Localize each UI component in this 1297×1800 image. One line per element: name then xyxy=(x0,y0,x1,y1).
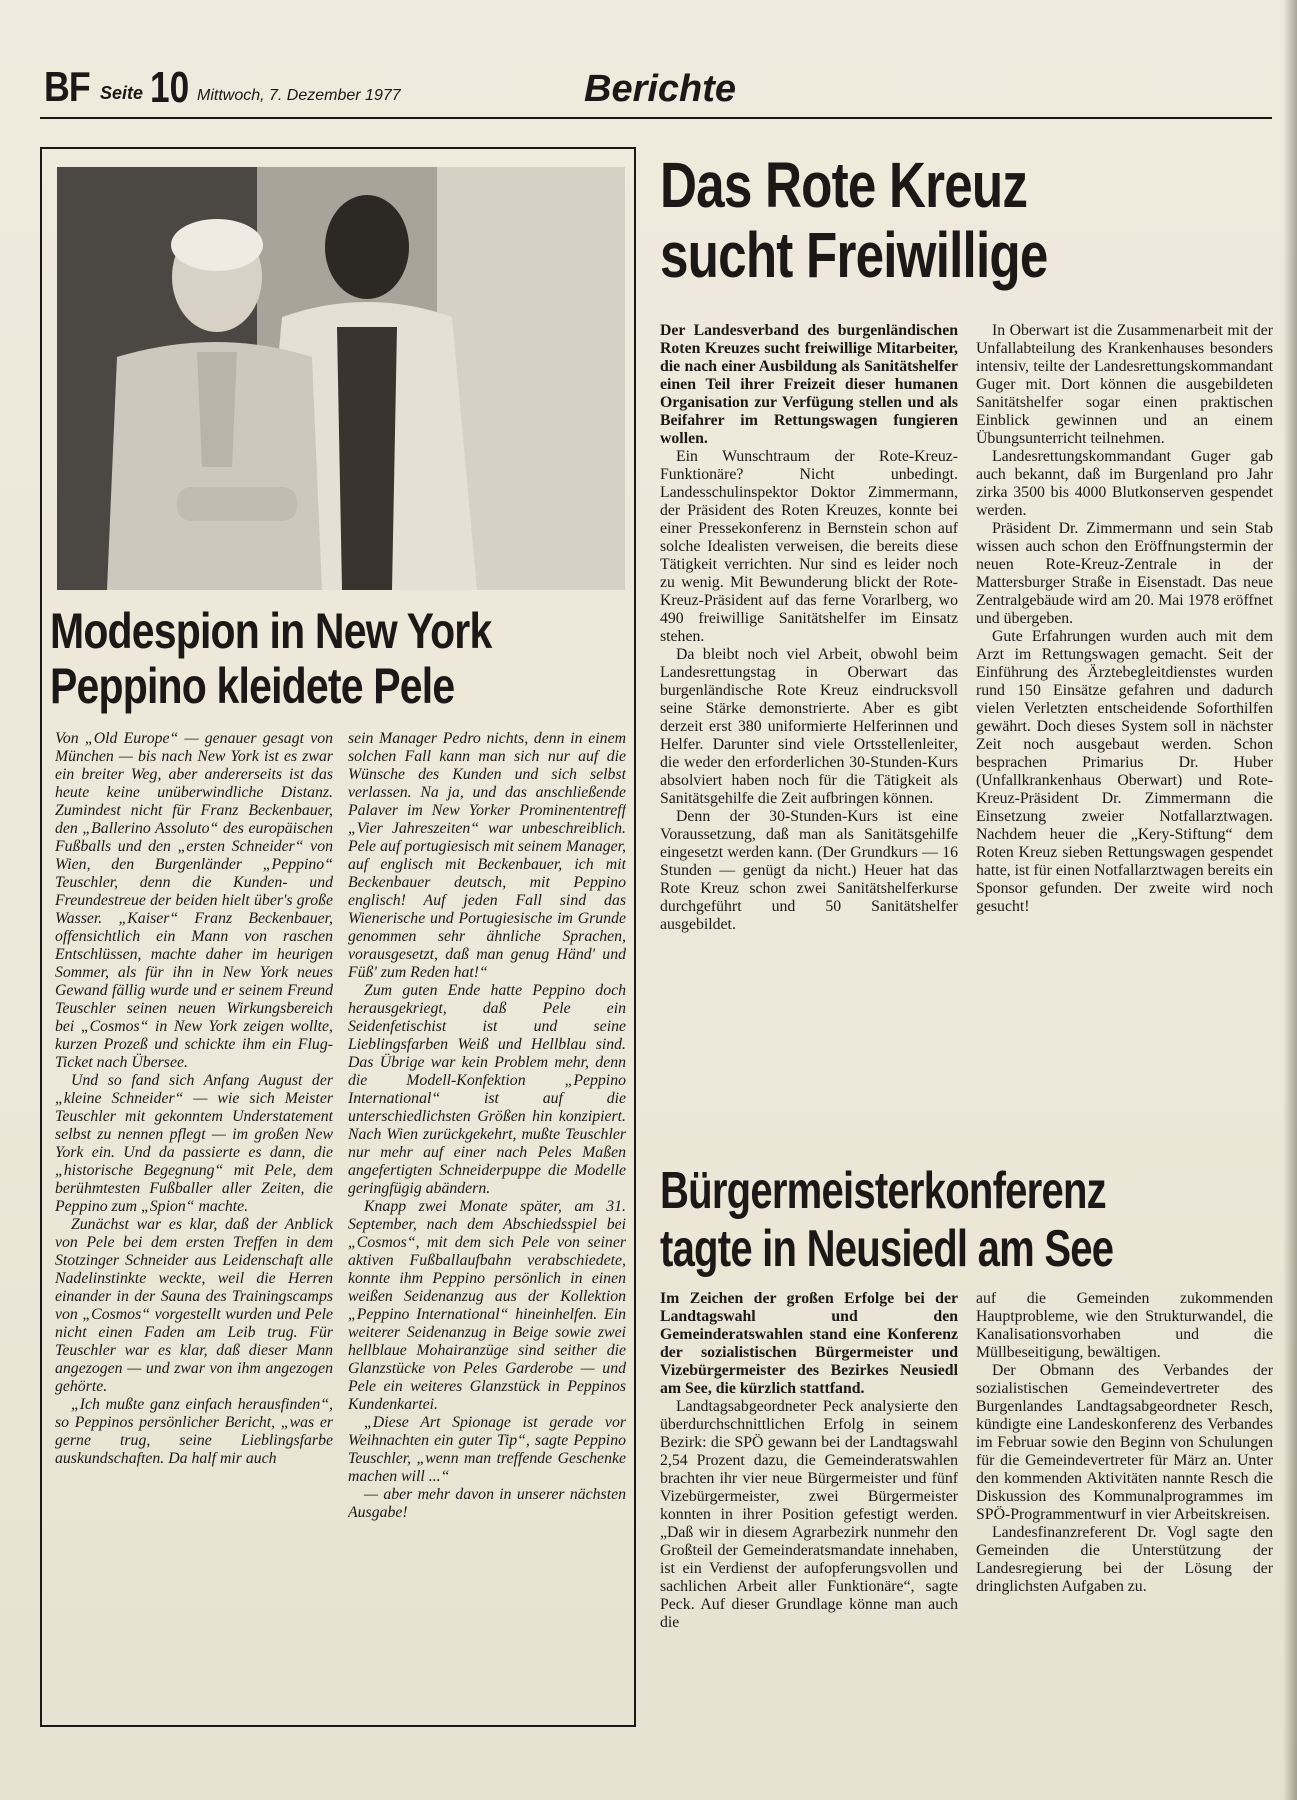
paragraph: „Diese Art Spionage ist gerade vor Weihnachten ein guter Tip“, sagte Peppino Teuschler, „wenn man treffende Geschenke machen will ...“ xyxy=(348,1414,626,1485)
headline-line-2: tagte in Neusiedl am See xyxy=(660,1220,1114,1278)
paragraph: Knapp zwei Monate später, am 31. September, nach dem Abschiedsspiel bei „Cosmos“, mit dem sich Pele von seiner aktiven Fußballaufbahn verabschiedete, konnte ihm Peppino persönlich in einen weißen Seidenanzug aus der Kollektion „Peppino International“ hineinhelfen. Ein weiterer Seidenanzug in Beige sowie zwei hellblaue Mohairanzüge sind seither die Glanzstücke von Peles Garderobe — und Pele ein weiteres Glanzstück in Peppinos Kundenkartei. xyxy=(348,1198,626,1413)
paragraph: Landesrettungskommandant Guger gab auch bekannt, daß im Burgenland pro Jahr zirka 3500 bis 4000 Blutkonserven gespendet werden. xyxy=(976,448,1273,519)
buergermeister-column-1 xyxy=(660,1290,958,1770)
headline-line-2: Peppino kleidete Pele xyxy=(50,658,455,714)
paragraph: sein Manager Pedro nichts, denn in einem solchen Fall kann man sich nur auf die Wünsche des Kunden und sich selbst verlassen. Na ja, und das anschließende Palaver im New Yorker Prominententreff „Vier Jahreszeiten“ war unbeschreiblich. Pele auf portugiesisch mit seinem Manager, auf englisch mit Beckenbauer, ich mit Beckenbauer deutsch, mit Peppino englisch! Auf jeden Fall sind das Wienerische und Portugiesische im Grunde genommen sehr ähnliche Sprachen, vorausgesetzt, daß man genug Händ' und Füß' zum Reden hat!“ xyxy=(348,730,626,981)
headline-buergermeister xyxy=(660,1162,1137,1278)
rotkreuz-column-2 xyxy=(976,322,1273,1162)
paragraph: Und so fand sich Anfang August der „kleine Schneider“ — wie sich Meister Teuschler mit gekonntem Understatement selbst zu nennen pflegt — im großen New York ein. Und da passierte es dann, die „historische Begegnung“ mit Pele, dem berühmtesten Fußballer aller Zeiten, die Peppino zum „Spion“ machte. xyxy=(55,1072,333,1215)
masthead-logo: BF xyxy=(44,63,90,110)
page-number: 10 xyxy=(150,63,190,112)
paragraph: Der Obmann des Verbandes der sozialistischen Gemeindevertreter des Burgenlandes Landtagsabgeordneter Resch, kündigte eine Landeskonferenz des Verbandes im Februar sowie den Beginn von Schulungen für die Gemeindevertreter für März an. Unter den kommenden Aktivitäten nannte Resch die Diskussion des Kommunalprogrammes im SPÖ-Programmentwurf in vier Arbeitskreisen. xyxy=(976,1362,1273,1523)
paragraph: Von „Old Europe“ — genauer gesagt von München — bis nach New York ist es zwar ein breiter Weg, aber andererseits ist das heute keine unüberwindliche Distanz. Zumindest nicht für Franz Beckenbauer, den „Ballerino Assoluto“ des europäischen Fußballs und den „ersten Schneider“ von Wien, den Burgenländer „Peppino“ Teuschler, denn die Kunden- und Freundestreue der beiden hielt über's große Wasser. „Kaiser“ Franz Beckenbauer, offensichtlich ein Mann von raschen Entschlüssen, machte daher im heurigen Sommer, als für ihn in New York neues Gewand fällig wurde und er seinem Freund Teuschler seinen neuen Wirkungsbereich bei „Cosmos“ in New York zeigen wollte, kurzen Prozeß und schickte ihm ein Flug-Ticket nach Übersee. xyxy=(55,730,333,1071)
paragraph: „Ich mußte ganz einfach herausfinden“, so Peppinos persönlicher Bericht, „was er gerne trug, seine Lieblingsfarbe auskundschaften. Da half mir auch xyxy=(55,1396,333,1467)
lead-paragraph: Im Zeichen der großen Erfolge bei der Landtagswahl und den Gemeinderatswahlen stand eine Konferenz der sozialistischen Bürgermeister und Vizebürgermeister des Bezirkes Neusiedl am See, die kürzlich stattfand. xyxy=(660,1290,958,1397)
header-rule xyxy=(40,117,1272,119)
page-fold-shadow xyxy=(1283,0,1297,1800)
paragraph: Landesfinanzreferent Dr. Vogl sagte den Gemeinden die Unterstützung der Landesregierung bei der Lösung der dringlichsten Aufgaben zu. xyxy=(976,1524,1273,1595)
paragraph: Zum guten Ende hatte Peppino doch herausgekriegt, daß Pele ein Seidenfetischist ist und seine Lieblingsfarben Weiß und Hellblau sind. Das Übrige war kein Problem mehr, denn die Modell-Konfektion „Peppino International“ ist auf die unterschiedlichsten Größen hin konzipiert. Nach Wien zurückgekehrt, mußte Teuschler nur mehr auf einer nach Peles Maßen angefertigten Schneiderpuppe die Modelle geringfügig abändern. xyxy=(348,982,626,1197)
headline-modespion xyxy=(50,604,517,714)
paragraph: — aber mehr davon in unserer nächsten Ausgabe! xyxy=(348,1486,626,1521)
photo-two-men-icon xyxy=(57,167,625,590)
issue-date: Mittwoch, 7. Dezember 1977 xyxy=(197,87,401,104)
headline-line-2: sucht Freiwillige xyxy=(660,219,1048,291)
paragraph: In Oberwart ist die Zusammenarbeit mit der Unfallabteilung des Krankenhauses besonders intensiv, teilte der Landesrettungskommandant Guger mit. Dort können die ausgebildeten Sanitätshelfer sogar einen praktischen Einblick gewinnen und an einem Übungsunterricht teilnehmen. xyxy=(976,322,1273,447)
page-label: Seite xyxy=(100,83,144,103)
headline-rotes-kreuz xyxy=(660,150,1156,290)
modespion-column-2 xyxy=(348,730,626,1715)
paragraph: Zunächst war es klar, daß der Anblick von Pele bei dem ersten Treffen in dem Stotzinger Schneider aus Leidenschaft alle Nadelinstinkte weckte, weil die Herren einander in der Sauna des Trainingscamps von „Cosmos“ vorgestellt wurden und Pele nicht einen Faden am Leib trug. Für Teuschler war es klar, daß dieser Mann angezogen — und zwar von ihm angezogen gehörte. xyxy=(55,1216,333,1395)
paragraph: Da bleibt noch viel Arbeit, obwohl beim Landesrettungstag in Oberwart das burgenländische Rote Kreuz eindrucksvoll seine Stärke demonstrierte. Aber es gibt derzeit erst 380 uniformierte Helferinnen und Helfer. Darunter sind viele Ortsstellenleiter, die weder den erforderlichen 30-Stunden-Kurs absolviert haben noch für die Tätigkeit als Sanitätsgehilfe die Zeit aufbringen können. xyxy=(660,646,958,807)
headline-line-1: Bürgermeisterkonferenz xyxy=(660,1162,1106,1220)
paragraph: Denn der 30-Stunden-Kurs ist eine Voraussetzung, daß man als Sanitätsgehilfe eingesetzt werden kann. (Der Grundkurs — 16 Stunden — genügt da nicht.) Heuer hat das Rote Kreuz schon zwei Sanitätshelferkurse durchgeführt und 50 Sanitätshelfer ausgebildet. xyxy=(660,808,958,933)
paragraph: auf die Gemeinden zukommenden Hauptprobleme, wie den Strukturwandel, die Kanalisationsvorhaben und die Müllbeseitigung, bewältigen. xyxy=(976,1290,1273,1361)
paragraph: Präsident Dr. Zimmermann und sein Stab wissen auch schon den Eröffnungstermin der neuen Rote-Kreuz-Zentrale in der Mattersburger Straße in Eisenstadt. Das neue Zentralgebäude wird am 20. Mai 1978 eröffnet und übergeben. xyxy=(976,520,1273,627)
buergermeister-column-2 xyxy=(976,1290,1273,1770)
headline-line-1: Modespion in New York xyxy=(50,603,492,659)
paragraph: Landtagsabgeordneter Peck analysierte den überdurchschnittlichen Erfolg in seinem Bezirk: die SPÖ gewann bei der Landtagswahl 2,54 Prozent dazu, die Gemeinderatswahlen brachten ihr vier neue Bürgermeister und fünf Vizebürgermeister, zwei Bürgermeister konnten in ihrer Position gefestigt werden. „Daß wir in diesem Agrarbezirk nunmehr den Großteil der Gemeinderatsmandate innehaben, ist ein Verdienst der aufopferungsvollen und sachlichen Arbeit aller Funktionäre“, sagte Peck. Auf dieser Grundlage könne man auch die xyxy=(660,1398,958,1631)
section-title: Berichte xyxy=(584,68,737,110)
rotkreuz-column-1 xyxy=(660,322,958,1162)
paragraph: Gute Erfahrungen wurden auch mit dem Arzt im Rettungswagen gemacht. Seit der Einführung des Ärztebegleitdienstes wurden rund 150 Einsätze gefahren und dadurch vielen Verletzten entscheidende Soforthilfen gewährt. Doch dieses System soll in nächster Zeit noch ausgebaut werden. Schon besprachen Primarius Dr. Huber (Unfallkrankenhaus Oberwart) und Rote-Kreuz-Präsident Dr. Zimmermann die Einsetzung zweier Notfallarztwagen. Nachdem heuer die „Kery-Stiftung“ dem Roten Kreuz sieben Rettungswagen gespendet hatte, ist für einen Notfallarztwagen bereits ein Sponsor gefunden. Der zweite wird noch gesucht! xyxy=(976,628,1273,915)
lead-paragraph: Der Landesverband des burgenländischen Roten Kreuzes sucht freiwillige Mitarbeiter, die nach einer Ausbildung als Sanitätshelfer einen Teil ihrer Freizeit dieser humanen Organisation zur Verfügung stellen und als Beifahrer im Rettungswagen fungieren wollen. xyxy=(660,322,958,447)
paragraph: Ein Wunschtraum der Rote-Kreuz-Funktionäre? Nicht unbedingt. Landesschulinspektor Doktor Zimmermann, der Präsident des Roten Kreuzes, konnte bei einer Pressekonferenz in Bernstein schon auf solche Idealisten verweisen, die bereits diese Tätigkeit verrichten. Nur sind es leider noch zu wenig. Mit Bewunderung blickt der Rote-Kreuz-Präsident auf das ferne Vorarlberg, wo 490 freiwillige Sanitätshelfer im Einsatz stehen. xyxy=(660,448,958,645)
modespion-column-1 xyxy=(55,730,333,1715)
headline-line-1: Das Rote Kreuz xyxy=(660,149,1028,221)
